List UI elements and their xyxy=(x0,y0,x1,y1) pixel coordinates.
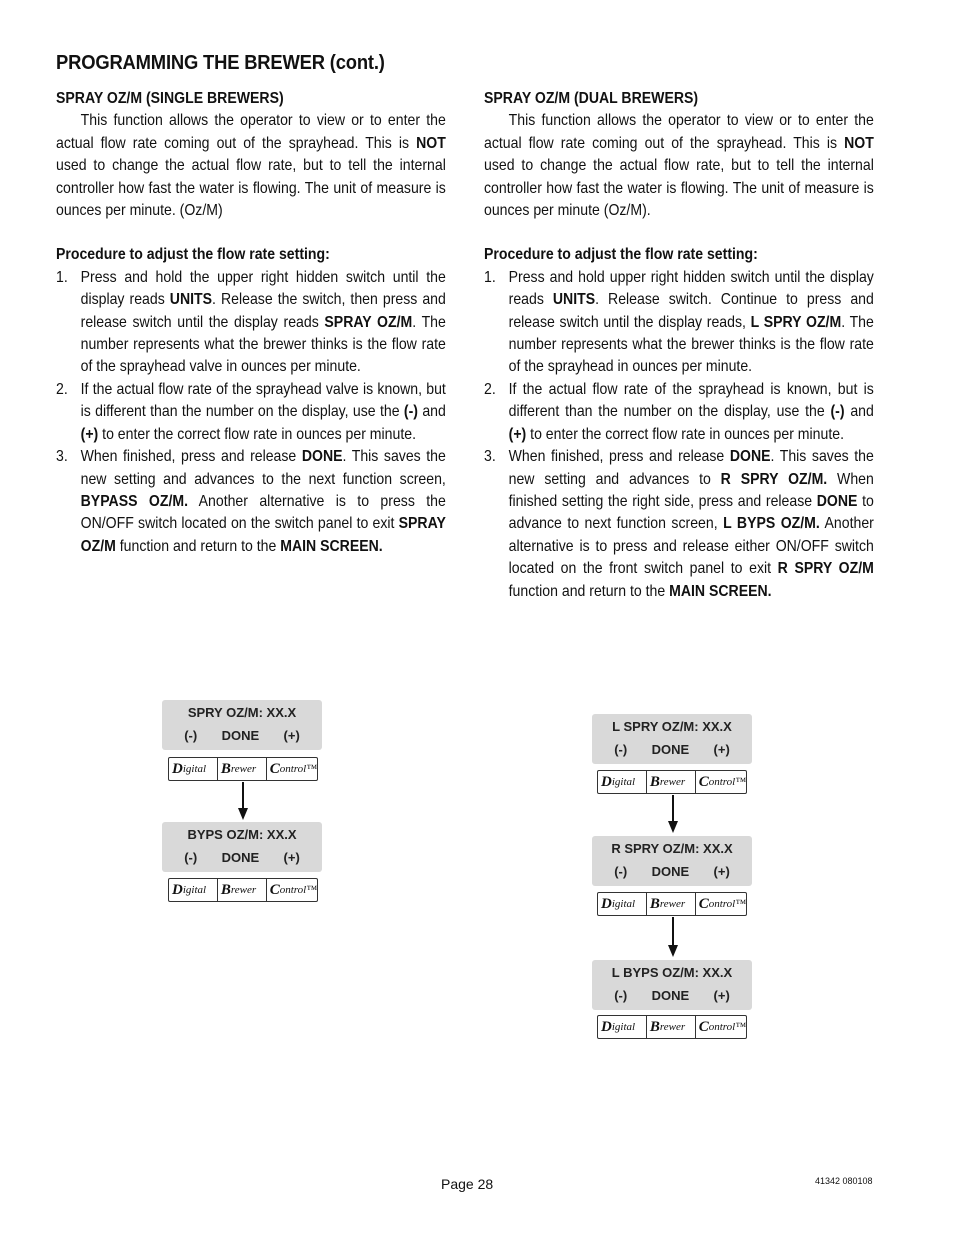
step-item: 2. If the actual flow rate of the sprayhead valve is known, but is different than the number on the display, use the (-) and (+) to enter the correct flow rate in ounces per minute. xyxy=(56,380,446,443)
done-button[interactable]: DONE xyxy=(221,728,260,743)
section-title: SPRAY OZ/M (SINGLE BREWERS) xyxy=(56,90,284,107)
down-arrow-icon xyxy=(668,917,678,957)
procedure-title: Procedure to adjust the flow rate setting: xyxy=(56,246,330,264)
intro-paragraph: This function allows the operator to view or to enter the actual flow rate coming out of the sprayhead. This is NOT used to change the actual flow rate, but to tell the internal controller how fast the water is flowing. The unit of measure is ounces per minute (Oz/M). xyxy=(484,112,874,220)
done-button[interactable]: DONE xyxy=(651,742,690,757)
minus-button[interactable]: (-) xyxy=(614,742,628,757)
step-item: 2. If the actual flow rate of the sprayhead is known, but is different than the number on the display, use the (-) and (+) to enter the correct flow rate in ounces per minute. xyxy=(484,380,874,443)
plus-button[interactable]: (+) xyxy=(283,850,300,865)
procedure-title: Procedure to adjust the flow rate setting: xyxy=(484,246,758,264)
digital-brewer-control-logo: D igital B rewer C ontrol™ xyxy=(168,757,318,781)
down-arrow-icon xyxy=(668,795,678,833)
dual-brewer-section xyxy=(484,88,874,603)
done-button[interactable]: DONE xyxy=(651,864,690,879)
step-item: 1. Press and hold upper right hidden switch until the display reads UNITS. Release switch. Continue to press and release switch until the display reads, L SPRY OZ/M. The number represents what the brewer thinks is the flow rate of the sprayhead in ounces per minute. xyxy=(484,268,874,376)
display-screen-spry: SPRY OZ/M: XX.X (-) DONE (+) xyxy=(162,700,322,750)
display-screen-byps: BYPS OZ/M: XX.X (-) DONE (+) xyxy=(162,822,322,872)
minus-button[interactable]: (-) xyxy=(184,850,198,865)
minus-button[interactable]: (-) xyxy=(614,864,628,879)
down-arrow-icon xyxy=(238,782,248,820)
done-button[interactable]: DONE xyxy=(651,988,690,1003)
display-screen-r-spry: R SPRY OZ/M: XX.X (-) DONE (+) xyxy=(592,836,752,886)
page-number: Page 28 xyxy=(441,1176,494,1192)
minus-button[interactable]: (-) xyxy=(614,988,628,1003)
plus-button[interactable]: (+) xyxy=(713,864,730,879)
step-item: 3. When finished, press and release DONE. This saves the new setting and advances to the next function screen, BYPASS OZ/M. Another alternative is to press the ON/OFF switch located on the switch panel to exit SPRAY OZ/M function and return to the MAIN SCREEN. xyxy=(56,448,446,555)
step-item: 3. When finished, press and release DONE. This saves the new setting and advances to R SPRY OZ/M. When finished setting the right side, press and release DONE to advance to next function screen, L BYPS OZ/M. Another alternative is to press and release either ON/OFF switch located on the front switch panel to exit R SPRY OZ/M function and return to the MAIN SCREEN. xyxy=(484,448,874,600)
section-title: SPRAY OZ/M (DUAL BREWERS) xyxy=(484,90,699,107)
digital-brewer-control-logo: D igital B rewer C ontrol™ xyxy=(597,1015,747,1039)
intro-paragraph: This function allows the operator to view or to enter the actual flow rate coming out of the sprayhead. This is NOT used to change the actual flow rate, but to tell the internal controller how fast the water is flowing. The unit of measure is ounces per minute. (Oz/M) xyxy=(56,112,446,220)
done-button[interactable]: DONE xyxy=(221,850,260,865)
digital-brewer-control-logo: D igital B rewer C ontrol™ xyxy=(597,892,747,916)
display-screen-l-byps: L BYPS OZ/M: XX.X (-) DONE (+) xyxy=(592,960,752,1010)
plus-button[interactable]: (+) xyxy=(283,728,300,743)
single-brewer-section xyxy=(56,88,446,558)
plus-button[interactable]: (+) xyxy=(713,988,730,1003)
digital-brewer-control-logo: D igital B rewer C ontrol™ xyxy=(597,770,747,794)
digital-brewer-control-logo: D igital B rewer C ontrol™ xyxy=(168,878,318,902)
step-item: 1. Press and hold the upper right hidden switch until the display reads UNITS. Release the switch, then press and release switch until the display reads SPRAY OZ/M. The number represents what the brewer thinks is the flow rate of the sprayhead valve in ounces per minute. xyxy=(56,268,446,376)
plus-button[interactable]: (+) xyxy=(713,742,730,757)
display-screen-l-spry: L SPRY OZ/M: XX.X (-) DONE (+) xyxy=(592,714,752,764)
minus-button[interactable]: (-) xyxy=(184,728,198,743)
document-code: 41342 080108 xyxy=(815,1176,873,1186)
steps-list xyxy=(484,267,874,603)
page-title: PROGRAMMING THE BREWER (cont.) xyxy=(56,52,385,74)
steps-list xyxy=(56,267,446,558)
